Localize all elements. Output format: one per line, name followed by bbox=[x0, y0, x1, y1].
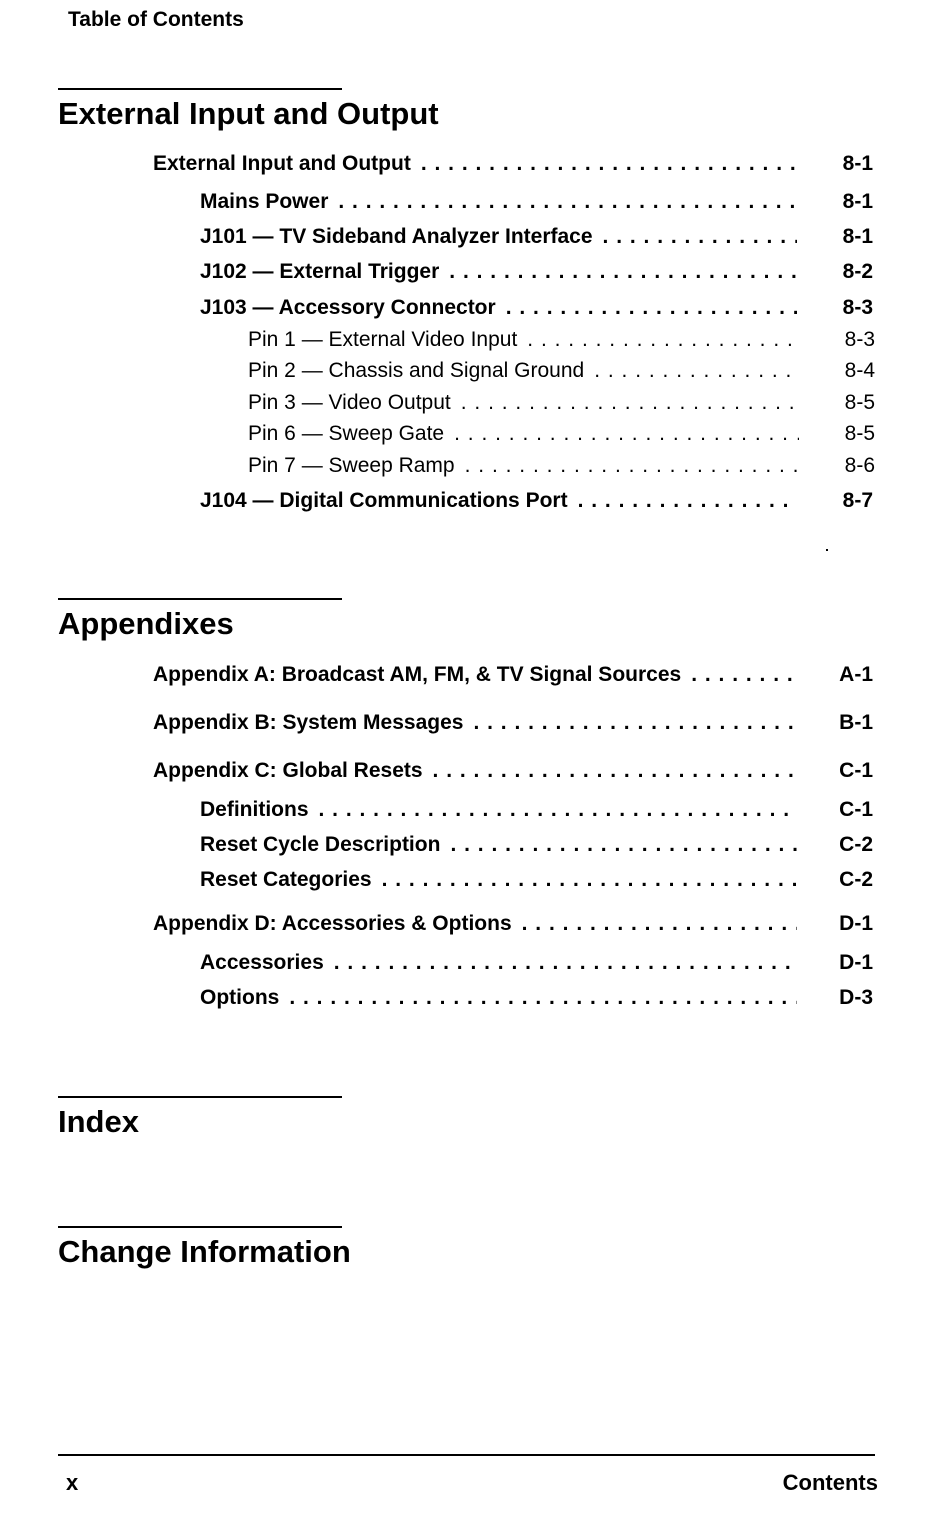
toc-entry-title: Accessories bbox=[200, 951, 324, 974]
toc-entry-title: Appendix D: Accessories & Options bbox=[153, 912, 512, 935]
toc-entry-page: D-1 bbox=[839, 951, 873, 974]
footer-section-label: Contents bbox=[782, 1470, 878, 1495]
section-rule bbox=[58, 1226, 342, 1228]
running-header: Table of Contents bbox=[68, 8, 244, 31]
scan-speck bbox=[826, 549, 828, 551]
dot-leader bbox=[334, 950, 797, 976]
footer-page-number: x bbox=[66, 1470, 79, 1495]
section-heading-external-io bbox=[58, 88, 878, 132]
toc-entry-page: C-1 bbox=[839, 798, 873, 821]
dot-leader bbox=[603, 224, 797, 250]
toc-entry-j102[interactable] bbox=[200, 259, 873, 285]
section-title: Index bbox=[58, 1104, 139, 1139]
footer-rule bbox=[58, 1454, 875, 1456]
toc-entry-options[interactable] bbox=[200, 985, 873, 1011]
section-title: External Input and Output bbox=[58, 96, 439, 131]
toc-entry-title: Mains Power bbox=[200, 190, 329, 213]
toc-entry-accessories[interactable] bbox=[200, 950, 873, 976]
section-heading-change-information bbox=[58, 1226, 878, 1270]
dot-leader bbox=[454, 421, 799, 447]
toc-entry-page: 8-1 bbox=[842, 225, 873, 248]
toc-entry-page: 8-1 bbox=[842, 190, 873, 213]
dot-leader bbox=[465, 453, 799, 479]
toc-entry-pin6[interactable] bbox=[248, 421, 875, 447]
toc-entry-page: C-2 bbox=[839, 833, 873, 856]
toc-entry-title: Definitions bbox=[200, 798, 309, 821]
toc-entry-title: J103 — Accessory Connector bbox=[200, 296, 496, 319]
dot-leader bbox=[450, 832, 797, 858]
toc-entry-page: D-3 bbox=[839, 986, 873, 1009]
toc-entry-mains-power[interactable] bbox=[200, 189, 873, 215]
toc-entry-title: Appendix A: Broadcast AM, FM, & TV Signal Sources bbox=[153, 663, 682, 686]
toc-entry-appendix-b[interactable] bbox=[153, 710, 873, 736]
toc-entry-page: 8-1 bbox=[842, 152, 873, 175]
toc-entry-page: 8-4 bbox=[844, 359, 875, 382]
section-heading-index bbox=[58, 1096, 878, 1140]
toc-entry-reset-categories[interactable] bbox=[200, 867, 873, 893]
toc-entry-title: Pin 1 — External Video Input bbox=[248, 328, 518, 351]
toc-entry-pin7[interactable] bbox=[248, 453, 875, 479]
dot-leader bbox=[382, 867, 797, 893]
toc-entry-title: Pin 3 — Video Output bbox=[248, 391, 451, 414]
toc-entry-appendix-c[interactable] bbox=[153, 758, 873, 784]
toc-entry-title: Options bbox=[200, 986, 280, 1009]
dot-leader bbox=[473, 710, 797, 736]
section-title: Change Information bbox=[58, 1234, 351, 1269]
dot-leader bbox=[522, 911, 797, 937]
toc-entry-external-io[interactable] bbox=[153, 151, 873, 177]
toc-entry-page: 8-6 bbox=[844, 454, 875, 477]
toc-entry-title: External Input and Output bbox=[153, 152, 411, 175]
toc-entry-page: 8-7 bbox=[842, 489, 873, 512]
toc-entry-j104[interactable] bbox=[200, 488, 873, 514]
dot-leader bbox=[527, 327, 799, 353]
toc-entry-page: C-1 bbox=[839, 759, 873, 782]
toc-entry-pin3[interactable] bbox=[248, 390, 875, 416]
toc-entry-page: 8-3 bbox=[842, 296, 873, 319]
toc-entry-title: Reset Categories bbox=[200, 868, 372, 891]
section-rule bbox=[58, 598, 342, 600]
section-rule bbox=[58, 88, 342, 90]
toc-entry-pin2[interactable] bbox=[248, 358, 875, 384]
dot-leader bbox=[421, 151, 797, 177]
toc-entry-title: Pin 7 — Sweep Ramp bbox=[248, 454, 455, 477]
section-heading-appendixes bbox=[58, 598, 878, 642]
toc-entry-page: 8-2 bbox=[842, 260, 873, 283]
toc-entry-title: J101 — TV Sideband Analyzer Interface bbox=[200, 225, 593, 248]
toc-entry-page: D-1 bbox=[839, 912, 873, 935]
toc-entry-title: Appendix C: Global Resets bbox=[153, 759, 423, 782]
toc-entry-definitions[interactable] bbox=[200, 797, 873, 823]
toc-entry-j101[interactable] bbox=[200, 224, 873, 250]
dot-leader bbox=[594, 358, 799, 384]
toc-entry-appendix-d[interactable] bbox=[153, 911, 873, 937]
toc-entry-title: Reset Cycle Description bbox=[200, 833, 441, 856]
dot-leader bbox=[289, 985, 797, 1011]
toc-entry-title: Pin 6 — Sweep Gate bbox=[248, 422, 445, 445]
dot-leader bbox=[319, 797, 798, 823]
toc-entry-reset-cycle[interactable] bbox=[200, 832, 873, 858]
dot-leader bbox=[449, 259, 797, 285]
toc-entry-appendix-a[interactable] bbox=[153, 662, 873, 688]
section-rule bbox=[58, 1096, 342, 1098]
dot-leader bbox=[461, 390, 799, 416]
toc-entry-page: A-1 bbox=[839, 663, 873, 686]
toc-entry-page: 8-5 bbox=[844, 422, 875, 445]
toc-entry-page: 8-5 bbox=[844, 391, 875, 414]
dot-leader bbox=[506, 295, 797, 321]
dot-leader bbox=[691, 662, 797, 688]
toc-entry-title: Pin 2 — Chassis and Signal Ground bbox=[248, 359, 585, 382]
section-title: Appendixes bbox=[58, 606, 234, 641]
toc-entry-title: J102 — External Trigger bbox=[200, 260, 440, 283]
dot-leader bbox=[338, 189, 797, 215]
toc-entry-page: B-1 bbox=[839, 711, 873, 734]
toc-entry-pin1[interactable] bbox=[248, 327, 875, 353]
dot-leader bbox=[433, 758, 797, 784]
toc-entry-j103[interactable] bbox=[200, 295, 873, 321]
dot-leader bbox=[578, 488, 797, 514]
toc-entry-page: C-2 bbox=[839, 868, 873, 891]
toc-entry-title: J104 — Digital Communications Port bbox=[200, 489, 568, 512]
toc-entry-page: 8-3 bbox=[844, 328, 875, 351]
toc-entry-title: Appendix B: System Messages bbox=[153, 711, 464, 734]
